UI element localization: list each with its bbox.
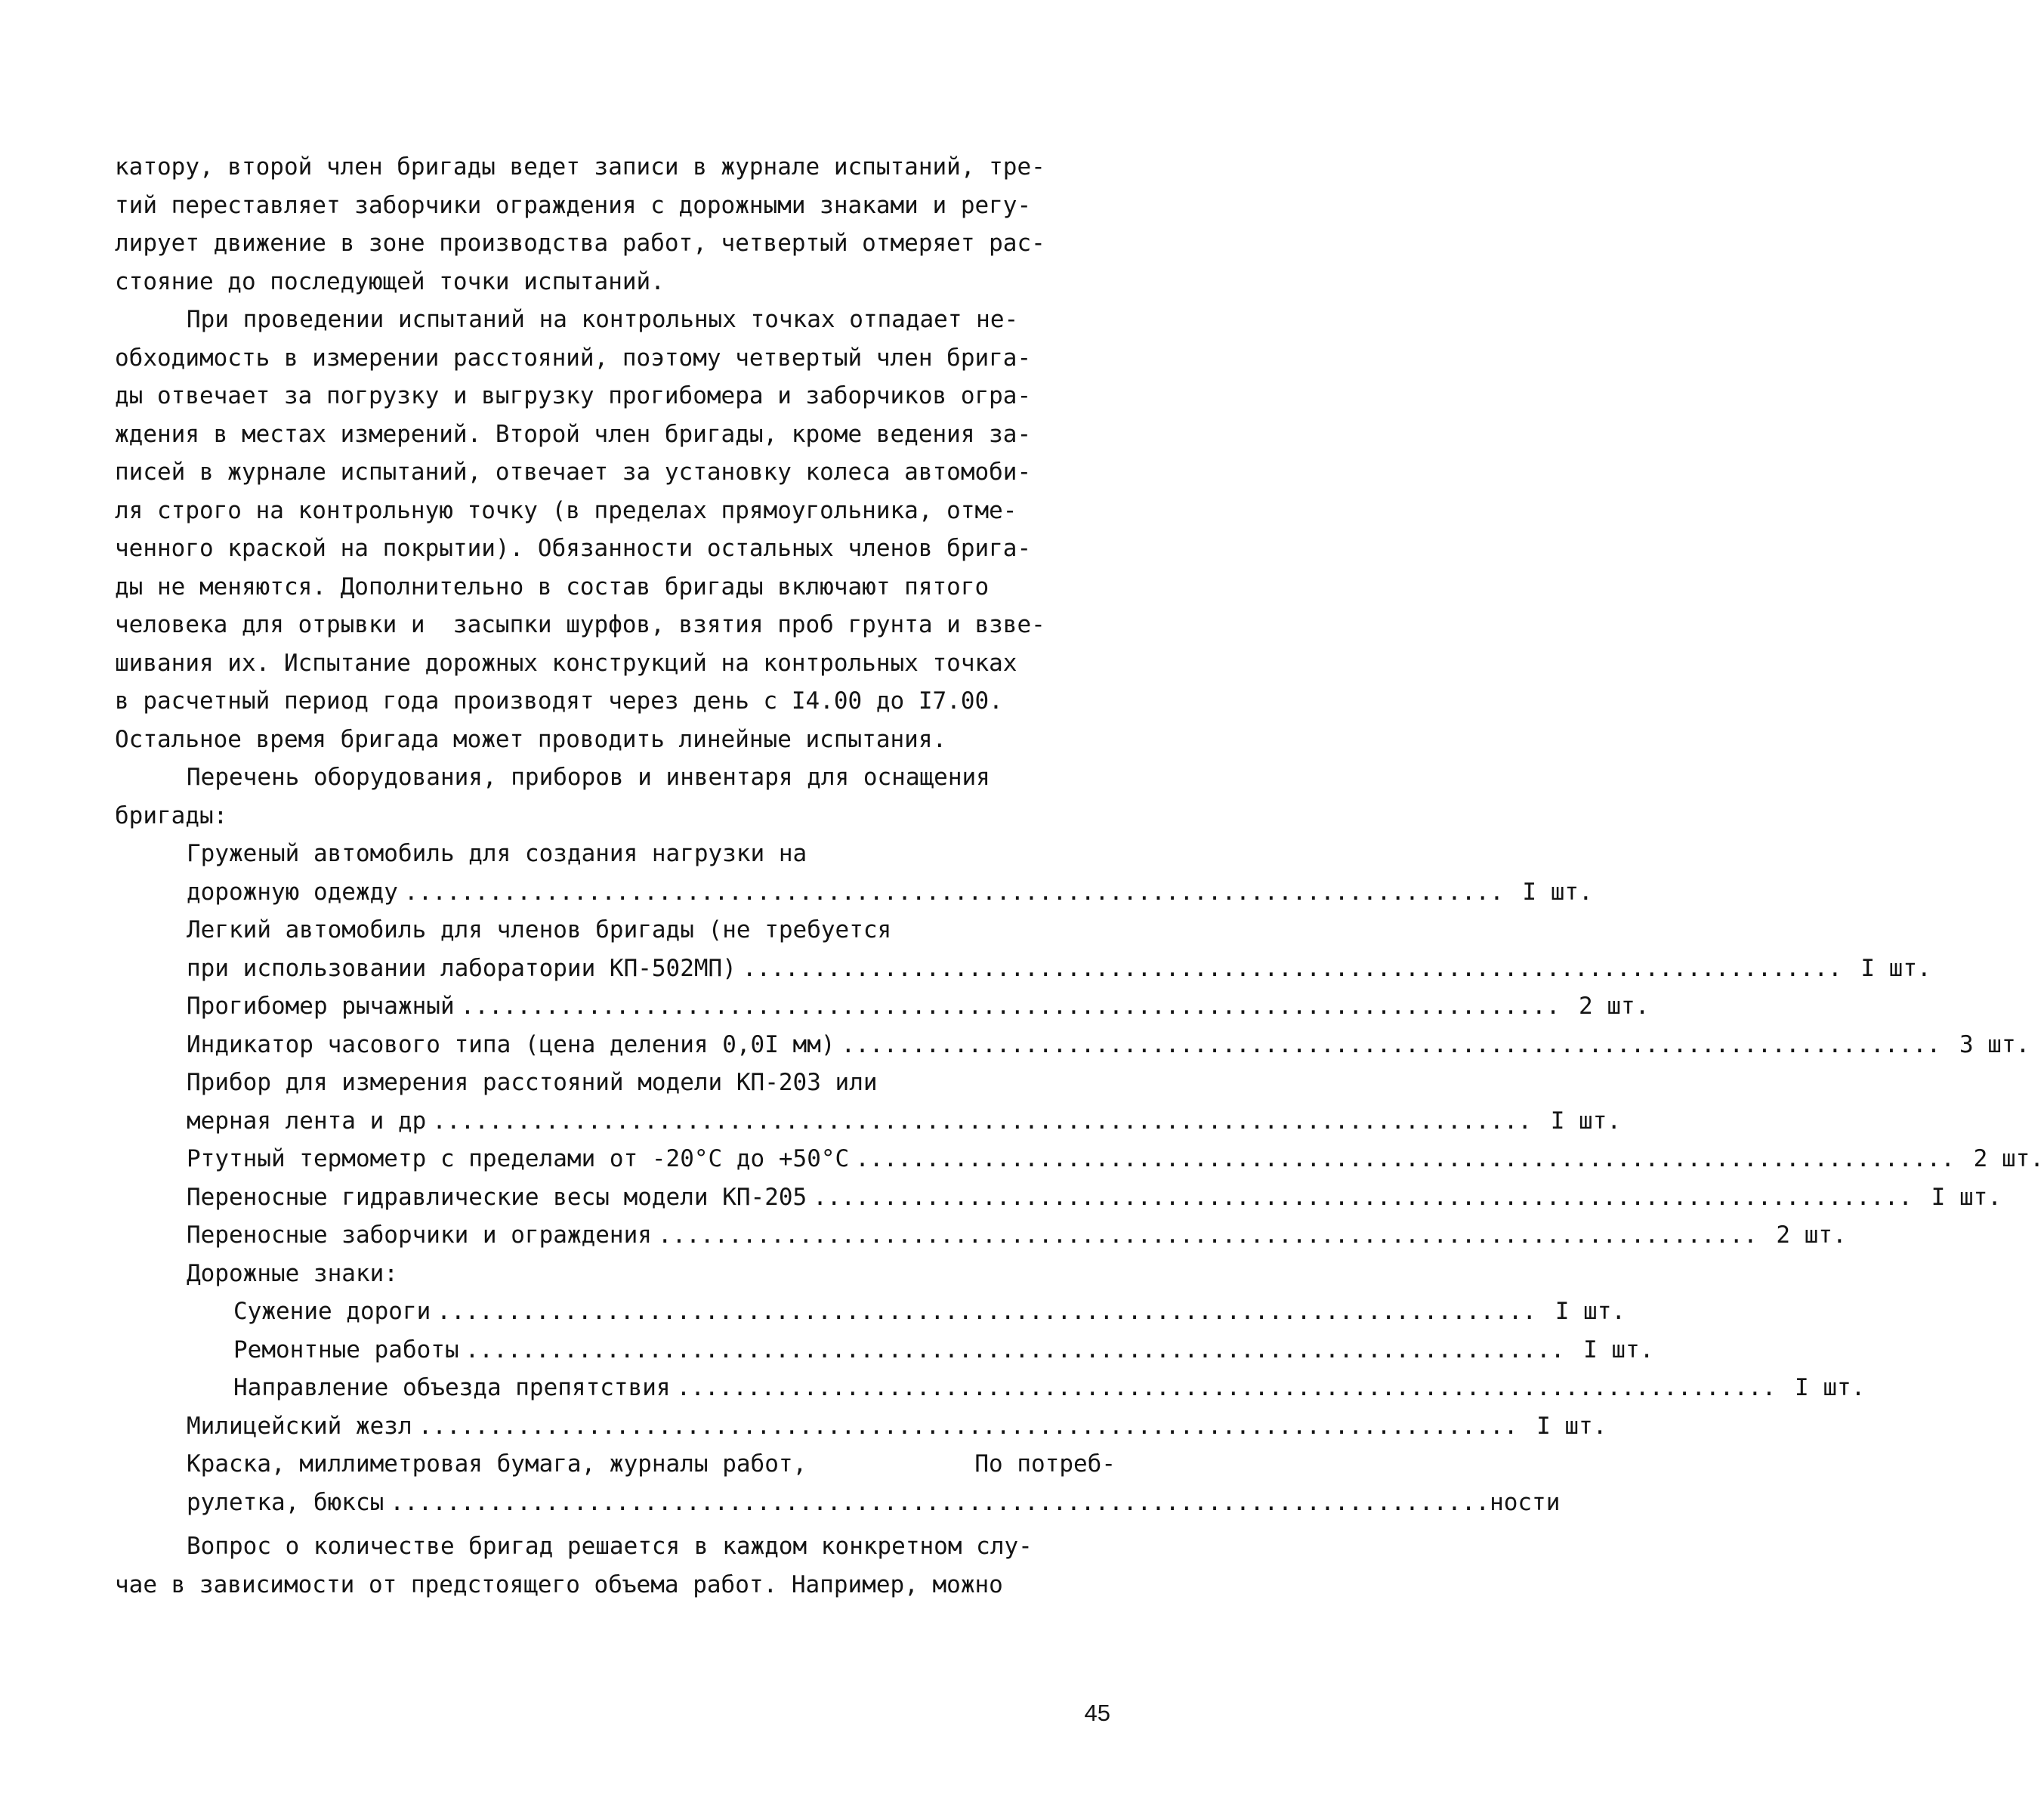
leader-dots: .............................................................................. [403, 878, 1504, 906]
leader-dots: .............................................................................. [390, 1488, 1490, 1516]
equipment-quantity: 3 шт. [1959, 1030, 2030, 1058]
equipment-row [115, 1140, 2044, 1178]
equipment-row [115, 1216, 1847, 1255]
equipment-row [115, 1369, 1866, 1407]
leader-dots: .............................................................................. [460, 993, 1561, 1020]
paragraph-2-line: обходимость в измерении расстояний, поэтому четвертый член брига- [115, 344, 1032, 372]
equipment-row [115, 1407, 1607, 1446]
equipment-row [115, 987, 1650, 1026]
equipment-quantity: 2 шт. [1579, 993, 1650, 1020]
equipment-item-text: мерная лента и др [187, 1107, 427, 1135]
paragraph-2-line: ченного краской на покрытии). Обязанности остальных членов брига- [115, 535, 1032, 562]
equipment-item-text: Прогибомер рычажный [187, 993, 455, 1020]
equipment-row [115, 950, 1931, 988]
equipment-quantity: I шт. [1583, 1336, 1654, 1363]
paragraph-2-line: Остальное время бригада может проводить линейные испытания. [115, 725, 947, 753]
paragraph-2-line: ля строго на контрольную точку (в пределах прямоугольника, отме- [115, 496, 1017, 524]
equipment-quantity: 2 шт. [1973, 1145, 2044, 1172]
equipment-list [115, 835, 2044, 1521]
paragraph-3-line: бригады: [115, 801, 228, 829]
equipment-row [115, 1445, 1116, 1484]
paragraph-2-line: писей в журнале испытаний, отвечает за установку колеса автомоби- [115, 459, 1032, 486]
equipment-quantity: I шт. [1860, 954, 1931, 982]
leader-dots: .............................................................................. [813, 1183, 1913, 1211]
equipment-item-text: дорожную одежду [187, 878, 398, 906]
paragraph-2-line: При проведении испытаний на контрольных точках отпадает не- [187, 306, 1019, 333]
paragraph-2-line: ждения в местах измерений. Второй член бригады, кроме ведения за- [115, 420, 1032, 448]
equipment-row [115, 1292, 1626, 1331]
paragraph-1-line: стояние до последующей точки испытаний. [115, 267, 665, 295]
equipment-item-text: Сужение дороги [233, 1298, 431, 1325]
paragraph-3-line: Перечень оборудования, приборов и инвентаря для оснащения [187, 764, 990, 791]
leader-dots: .............................................................................. [437, 1298, 1537, 1325]
paragraph-2-line: человека для отрывки и засыпки шурфов, взятия проб грунта и взве- [115, 611, 1045, 638]
equipment-quantity: I шт. [1550, 1107, 1622, 1135]
equipment-row [115, 1102, 1622, 1141]
leader-dots: .............................................................................. [657, 1221, 1758, 1249]
page-number: 45 [1084, 1700, 1110, 1726]
equipment-item-text: Ртутный термометр с пределами от -20°С до +50°С [187, 1145, 850, 1172]
equipment-item-text: Направление объезда препятствия [233, 1374, 671, 1401]
leader-dots: .............................................................................. [841, 1030, 1941, 1058]
equipment-item-text: Легкий автомобиль для членов бригады (не требуется [187, 916, 892, 943]
equipment-quantity: I шт. [1795, 1374, 1866, 1401]
equipment-quantity: По потреб- [974, 1450, 1116, 1478]
equipment-item-text: Груженый автомобиль для создания нагрузки на [187, 840, 807, 867]
equipment-item-text: Краска, миллиметровая бумага, журналы работ, [187, 1450, 807, 1478]
equipment-item-text: Милицейский жезл [187, 1412, 412, 1440]
leader-dots: .............................................................................. [465, 1336, 1565, 1363]
paragraph-2-line: шивания их. Испытание дорожных конструкций на контрольных точках [115, 649, 1017, 677]
equipment-quantity: I шт. [1522, 878, 1593, 906]
paragraph-4-line: чае в зависимости от предстоящего объема работ. Например, можно [115, 1570, 1003, 1598]
paragraph-2-line: в расчетный период года производят через день с I4.00 до I7.00. [115, 687, 1003, 715]
equipment-row [115, 873, 1593, 912]
equipment-item-text: Ремонтные работы [233, 1336, 459, 1363]
leader-dots: .............................................................................. [418, 1412, 1518, 1440]
page-body [115, 148, 2044, 1604]
paragraph-2-line: ды отвечает за погрузку и выгрузку прогибомера и заборчиков огра- [115, 382, 1032, 409]
equipment-quantity: I шт. [1555, 1298, 1626, 1325]
paragraph-2-line: ды не меняются. Дополнительно в состав бригады включают пятого [115, 573, 990, 601]
equipment-item-text: Индикатор часового типа (цена деления 0,0I мм) [187, 1030, 835, 1058]
equipment-quantity: I шт. [1536, 1412, 1607, 1440]
leader-dots: .............................................................................. [855, 1145, 1955, 1172]
paragraph-4-line: Вопрос о количестве бригад решается в каждом конкретном слу- [187, 1533, 1033, 1560]
paragraph-1-line: тий переставляет заборчики ограждения с дорожными знаками и регу- [115, 191, 1032, 219]
equipment-item-text: Переносные гидравлические весы модели КП-205 [187, 1183, 807, 1211]
equipment-quantity: ности [1490, 1488, 1561, 1516]
equipment-item-text: при использовании лаборатории КП-502МП) [187, 954, 736, 982]
equipment-item-text: Переносные заборчики и ограждения [187, 1221, 652, 1249]
equipment-row [115, 1178, 2002, 1217]
leader-dots: .............................................................................. [676, 1374, 1777, 1401]
equipment-quantity: 2 шт. [1776, 1221, 1847, 1249]
leader-dots: .............................................................................. [742, 954, 1842, 982]
equipment-item-text: рулетка, бюксы [187, 1488, 384, 1516]
paragraph-1-line: катору, второй член бригады ведет записи в журнале испытаний, тре- [115, 153, 1045, 181]
equipment-row [115, 1026, 2030, 1064]
road-signs-heading: Дорожные знаки: [187, 1259, 398, 1287]
equipment-quantity: I шт. [1931, 1183, 2002, 1211]
paragraph-1-line: лирует движение в зоне производства работ, четвертый отмеряет рас- [115, 230, 1045, 257]
equipment-item-text: Прибор для измерения расстояний модели КП-203 или [187, 1069, 878, 1096]
equipment-row [115, 1331, 1654, 1370]
equipment-row [115, 1484, 1561, 1522]
leader-dots: .............................................................................. [432, 1107, 1533, 1135]
